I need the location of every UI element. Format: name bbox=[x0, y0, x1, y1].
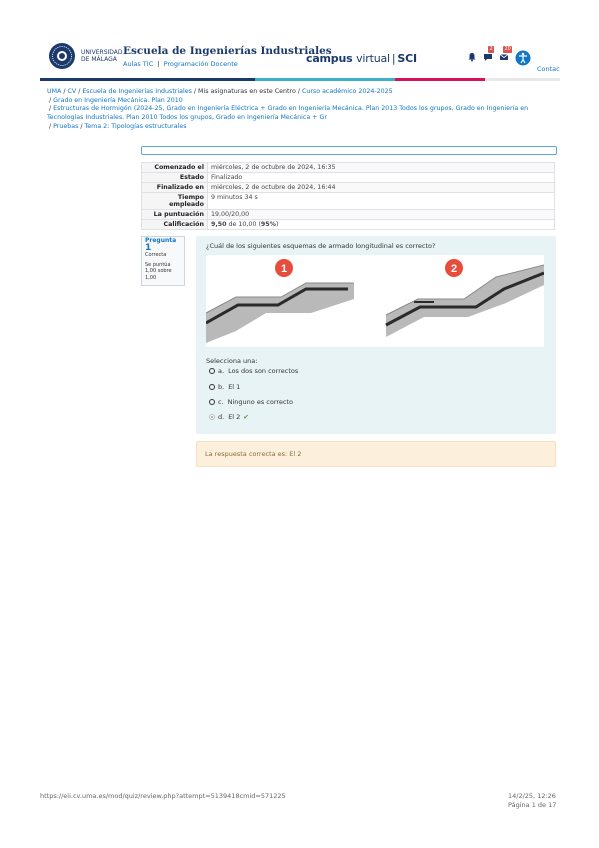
question-score: Se puntúa 1,00 sobre 1,00 bbox=[145, 261, 172, 281]
table-row bbox=[142, 210, 555, 220]
quiz-navigation-box bbox=[141, 146, 557, 155]
breadcrumb-item-asignatura[interactable]: Estructuras de Hormigón (2024-25, Grado en Ingeniería Eléctrica + Grado en Ingeniería Mecánica. Plan 2013 Todos los grupos, Grado en Ingeniería en Tecnologías Industriales. Plan 2010 Todos los grupos, Grado en Ingeniería Mecánica + Gr bbox=[47, 105, 529, 122]
summary-key: Estado bbox=[142, 173, 208, 183]
question-number: Pregunta 1 bbox=[145, 237, 177, 253]
breadcrumb-line-1: UMA / CV / Escuela de Ingenierías Industriales / Mis asignaturas en este Centro / Curso académico 2024-2025 bbox=[47, 88, 393, 95]
summary-key: Tiempo empleado bbox=[142, 193, 208, 210]
option-d[interactable]: d. El 2 ✔ bbox=[209, 413, 249, 421]
summary-value: Finalizado bbox=[208, 173, 555, 183]
breadcrumb-item: Mis asignaturas en este Centro bbox=[198, 88, 296, 95]
checkmark-icon: ✔ bbox=[243, 413, 249, 421]
breadcrumb bbox=[47, 88, 552, 132]
mail-icon[interactable] bbox=[499, 52, 509, 62]
summary-key: Comenzado el bbox=[142, 163, 208, 173]
summary-value: 9,50 de 10,00 (95%) bbox=[208, 220, 555, 230]
scheme-1-label: 1 bbox=[280, 263, 288, 275]
chat-icon[interactable] bbox=[483, 52, 493, 62]
option-a[interactable]: a. Los dos son correctos bbox=[209, 367, 298, 375]
uma-logo-seal[interactable] bbox=[48, 42, 76, 70]
breadcrumb-line-4: / Pruebas / Tema 2: Tipologías estructurales bbox=[49, 122, 187, 130]
table-row bbox=[142, 220, 555, 230]
breadcrumb-line-3: / Estructuras de Hormigón (2024-25, Grado en Ingeniería Eléctrica + Grado en Ingeniería Mecánica. Plan 2013 Todos los grupos, Grado en Ingeniería en Tecnologías Industriales. Plan 2010 Todos los grupos, Grado en Ingeniería Mecánica + Gr bbox=[47, 105, 529, 122]
summary-value: miércoles, 2 de octubre de 2024, 16:35 bbox=[208, 163, 555, 173]
rebar-schemes-image bbox=[206, 255, 544, 347]
breadcrumb-item-tema[interactable]: Tema 2: Tipologías estructurales bbox=[84, 122, 187, 130]
breadcrumb-item-grado[interactable]: Grado en Ingeniería Mecánica. Plan 2010 bbox=[53, 96, 183, 104]
summary-value: miércoles, 2 de octubre de 2024, 16:44 bbox=[208, 183, 555, 193]
option-b[interactable]: b. El 1 bbox=[209, 383, 240, 391]
breadcrumb-item[interactable]: Escuela de Ingenierías Industriales bbox=[82, 88, 192, 95]
breadcrumb-item[interactable]: UMA bbox=[47, 88, 62, 95]
campus-virtual-logo[interactable]: campus virtual | SCI bbox=[306, 52, 417, 65]
radio-icon[interactable] bbox=[209, 384, 215, 390]
university-name: UNIVERSIDAD DE MÁLAGA bbox=[81, 49, 123, 63]
breadcrumb-item[interactable]: Curso académico 2024-2025 bbox=[301, 88, 393, 95]
programacion-docente-link[interactable]: Programación Docente bbox=[163, 60, 238, 68]
messages-badge: 2 bbox=[489, 46, 493, 52]
breadcrumb-item-pruebas[interactable]: Pruebas bbox=[53, 122, 79, 130]
radio-selected-icon[interactable] bbox=[209, 414, 215, 420]
school-title[interactable]: Escuela de Ingenierías Industriales bbox=[123, 45, 332, 57]
table-row bbox=[142, 163, 555, 173]
question-state: Correcta bbox=[145, 252, 167, 258]
bell-icon[interactable] bbox=[467, 52, 477, 62]
print-date: 14/2/25, 12:26 bbox=[508, 792, 556, 800]
link-separator: | bbox=[157, 60, 160, 68]
question-text: ¿Cuál de los siguientes esquemas de armado longitudinal es correcto? bbox=[206, 242, 436, 250]
summary-key: Calificación bbox=[142, 220, 208, 230]
table-row bbox=[142, 183, 555, 193]
page-url: https://eii.cv.uma.es/mod/quiz/review.php?attempt=5139418cmid=571225 bbox=[40, 792, 286, 800]
scheme-2-label: 2 bbox=[450, 263, 458, 275]
breadcrumb-line-2: / Grado en Ingeniería Mecánica. Plan 2010 bbox=[49, 96, 183, 104]
attempt-summary-table bbox=[141, 162, 555, 230]
summary-value: 9 minutos 34 s bbox=[208, 193, 555, 210]
page-number: Página 1 de 17 bbox=[508, 801, 557, 809]
select-one-label: Selecciona una: bbox=[206, 357, 258, 365]
header-sublinks bbox=[123, 60, 238, 68]
table-row bbox=[142, 173, 555, 183]
aulas-tic-link[interactable]: Aulas TIC bbox=[123, 60, 154, 68]
correct-answer-feedback: La respuesta correcta es: El 2 bbox=[205, 450, 302, 458]
radio-icon[interactable] bbox=[209, 399, 215, 405]
contact-link[interactable]: Contac bbox=[537, 65, 560, 73]
summary-value: 19,00/20,00 bbox=[208, 210, 555, 220]
radio-icon[interactable] bbox=[209, 368, 215, 374]
summary-key: La puntuación bbox=[142, 210, 208, 220]
table-row bbox=[142, 193, 555, 210]
accessibility-icon[interactable] bbox=[515, 50, 531, 66]
option-c[interactable]: c. Ninguno es correcto bbox=[209, 398, 293, 406]
notifications-badge: 20 bbox=[504, 46, 511, 52]
breadcrumb-item[interactable]: CV bbox=[67, 88, 77, 95]
header-color-bar bbox=[40, 78, 560, 81]
question-info bbox=[141, 236, 185, 286]
summary-key: Finalizado en bbox=[142, 183, 208, 193]
